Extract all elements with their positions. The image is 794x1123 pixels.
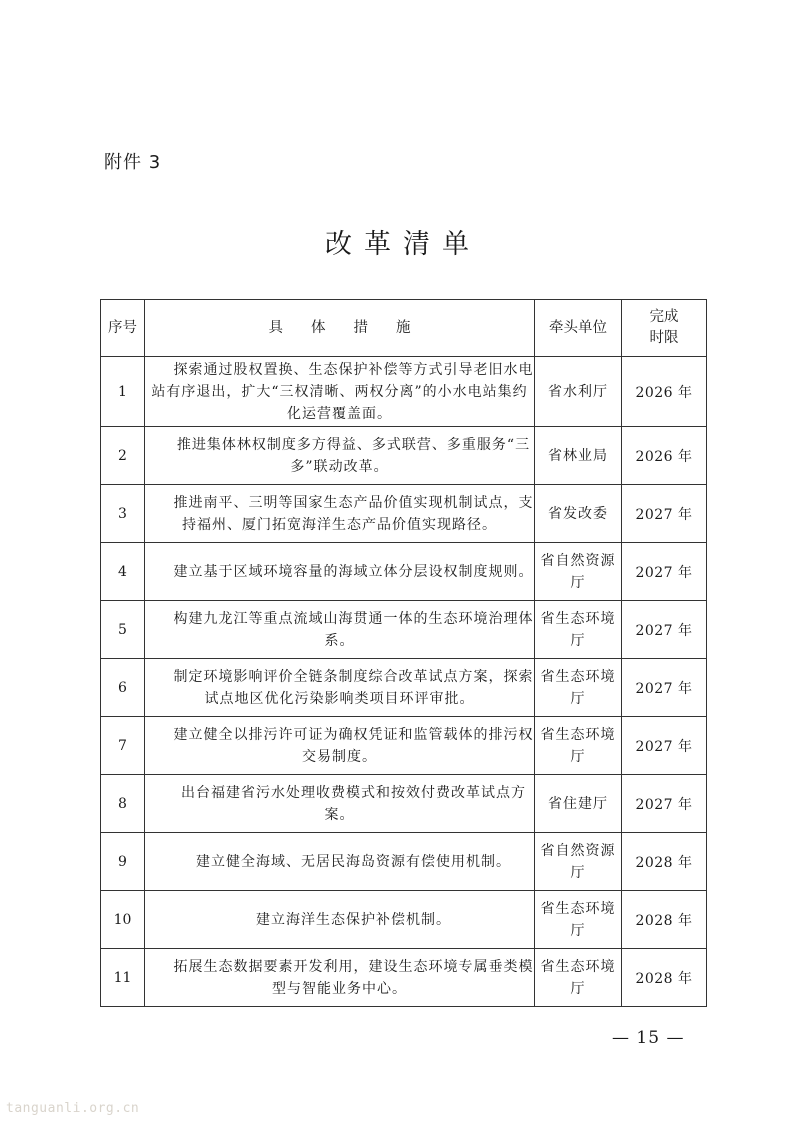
- row-measure: [145, 543, 535, 601]
- row-unit: 省住建厅: [535, 775, 622, 833]
- header-deadline-line2: 时限: [649, 330, 679, 346]
- row-unit: 省生态环境厅: [535, 949, 622, 1007]
- row-measure-text: 推进南平、三明等国家生态产品价值实现机制试点，支持福州、厦门拓宽海洋生态产品价值实现路径。: [173, 494, 534, 533]
- header-deadline-line1: 完成: [649, 309, 679, 325]
- row-measure: [145, 659, 535, 717]
- row-measure-text: 推进集体林权制度多方得益、多式联营、多重服务“三多”联动改革。: [176, 436, 531, 475]
- row-seq: 6: [101, 659, 145, 717]
- row-measure-text: 出台福建省污水处理收费模式和按效付费改革试点方案。: [181, 784, 526, 823]
- table-row: [101, 543, 707, 601]
- row-deadline: 2027 年: [622, 717, 707, 775]
- row-measure: [145, 485, 535, 543]
- header-seq: 序号: [101, 300, 145, 357]
- row-deadline: 2027 年: [622, 543, 707, 601]
- table-row: [101, 833, 707, 891]
- row-seq: 2: [101, 427, 145, 485]
- row-measure-text: 拓展生态数据要素开发利用，建设生态环境专属垂类模型与智能业务中心。: [173, 958, 534, 997]
- row-unit: 省生态环境厅: [535, 601, 622, 659]
- row-measure-text: 建立基于区域环境容量的海域立体分层设权制度规则。: [173, 563, 534, 580]
- row-deadline: 2028 年: [622, 949, 707, 1007]
- table-row: [101, 717, 707, 775]
- row-measure-text: 建立海洋生态保护补偿机制。: [256, 911, 451, 928]
- header-deadline: [622, 300, 707, 357]
- row-deadline: 2027 年: [622, 775, 707, 833]
- page-number: — 15 —: [612, 1028, 685, 1048]
- header-unit: 牵头单位: [535, 300, 622, 357]
- table-row: [101, 601, 707, 659]
- row-measure-text: 构建九龙江等重点流域山海贯通一体的生态环境治理体系。: [173, 610, 534, 649]
- row-measure: [145, 833, 535, 891]
- row-seq: 4: [101, 543, 145, 601]
- row-seq: 10: [101, 891, 145, 949]
- row-deadline: 2026 年: [622, 357, 707, 427]
- row-deadline: 2027 年: [622, 659, 707, 717]
- table-row: [101, 659, 707, 717]
- row-measure-text: 建立健全以排污许可证为确权凭证和监管载体的排污权交易制度。: [173, 726, 534, 765]
- row-measure: [145, 427, 535, 485]
- row-measure-text: 建立健全海域、无居民海岛资源有偿使用机制。: [196, 853, 511, 870]
- row-seq: 1: [101, 357, 145, 427]
- row-unit: 省水利厅: [535, 357, 622, 427]
- row-measure-text: 探索通过股权置换、生态保护补偿等方式引导老旧水电站有序退出，扩大“三权清晰、两权分离”的小水电站集约化运营覆盖面。: [151, 361, 534, 422]
- table-header-row: [101, 300, 707, 357]
- header-measure: 具体措施: [145, 300, 535, 357]
- row-deadline: 2028 年: [622, 833, 707, 891]
- row-seq: 5: [101, 601, 145, 659]
- row-seq: 9: [101, 833, 145, 891]
- table-row: [101, 427, 707, 485]
- row-seq: 8: [101, 775, 145, 833]
- row-measure: [145, 357, 535, 427]
- row-unit: 省发改委: [535, 485, 622, 543]
- row-deadline: 2026 年: [622, 427, 707, 485]
- table-row: [101, 485, 707, 543]
- row-unit: 省生态环境厅: [535, 717, 622, 775]
- document-title: 改革清单: [325, 229, 481, 260]
- row-measure: [145, 775, 535, 833]
- row-seq: 7: [101, 717, 145, 775]
- row-unit: 省林业局: [535, 427, 622, 485]
- row-measure-text: 制定环境影响评价全链条制度综合改革试点方案，探索试点地区优化污染影响类项目环评审批。: [173, 668, 534, 707]
- row-measure: [145, 601, 535, 659]
- reform-list-table: [100, 299, 707, 1007]
- row-measure: [145, 717, 535, 775]
- table-row: [101, 949, 707, 1007]
- row-measure: [145, 891, 535, 949]
- row-deadline: 2027 年: [622, 601, 707, 659]
- row-deadline: 2027 年: [622, 485, 707, 543]
- row-measure: [145, 949, 535, 1007]
- table-row: [101, 891, 707, 949]
- row-deadline: 2028 年: [622, 891, 707, 949]
- row-unit: 省自然资源厅: [535, 543, 622, 601]
- row-unit: 省生态环境厅: [535, 891, 622, 949]
- table-row: [101, 357, 707, 427]
- table-row: [101, 775, 707, 833]
- row-unit: 省自然资源厅: [535, 833, 622, 891]
- attachment-label: 附件 3: [104, 152, 162, 173]
- row-seq: 3: [101, 485, 145, 543]
- watermark: tanguanli.org.cn: [6, 1101, 140, 1116]
- row-unit: 省生态环境厅: [535, 659, 622, 717]
- row-seq: 11: [101, 949, 145, 1007]
